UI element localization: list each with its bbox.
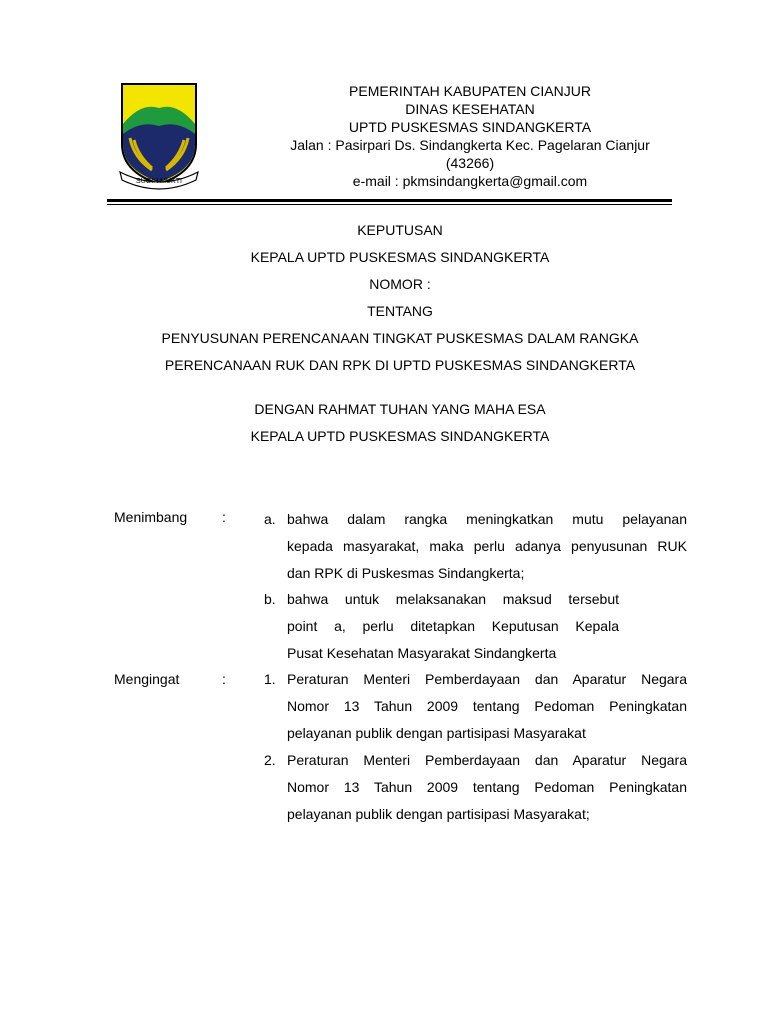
issuer-repeat: KEPALA UPTD PUSKESMAS SINDANGKERTA	[250, 428, 550, 444]
letterhead-department: DINAS KESEHATAN	[405, 101, 535, 117]
header-divider-thick	[107, 199, 672, 202]
list-line: Nomor 13 Tahun 2009 tentang Pedoman Peningkatan	[287, 698, 687, 714]
list-line: Peraturan Menteri Pemberdayaan dan Aparatur Negara	[287, 752, 687, 768]
list-line: dan RPK di Puskesmas Sindangkerta;	[287, 565, 525, 581]
subject-line-2: PERENCANAAN RUK DAN RPK DI UPTD PUSKESMAS SINDANGKERTA	[164, 357, 636, 373]
mengingat-colon: :	[222, 671, 226, 687]
invocation: DENGAN RAHMAT TUHAN YANG MAHA ESA	[254, 401, 546, 417]
header-divider-thin	[107, 204, 672, 205]
letterhead	[210, 82, 730, 190]
list-line: kepada masyarakat, maka perlu adanya penyusunan RUK	[287, 538, 687, 554]
list-line: Pusat Kesehatan Masyarakat Sindangkerta	[287, 645, 557, 661]
menimbang-label: Menimbang	[114, 509, 188, 525]
subject-line-1: PENYUSUNAN PERENCANAAN TINGKAT PUSKESMAS DALAM RANGKA	[161, 330, 639, 346]
letterhead-postcode: (43266)	[445, 155, 495, 171]
letterhead-government: PEMERINTAH KABUPATEN CIANJUR	[349, 83, 591, 99]
mengingat-label: Mengingat	[114, 671, 180, 687]
decree-number: NOMOR :	[369, 276, 431, 292]
issuer: KEPALA UPTD PUSKESMAS SINDANGKERTA	[250, 249, 550, 265]
doc-type: KEPUTUSAN	[357, 222, 443, 238]
logo-motto: SUGIH MUKTI	[136, 178, 182, 185]
letterhead-unit: UPTD PUSKESMAS SINDANGKERTA	[348, 119, 592, 135]
list-marker: 2.	[264, 752, 276, 768]
list-line: Nomor 13 Tahun 2009 tentang Pedoman Peningkatan	[287, 779, 687, 795]
list-line: bahwa untuk melaksanakan maksud tersebut	[287, 591, 619, 607]
list-line: bahwa dalam rangka meningkatkan mutu pelayanan	[287, 511, 687, 527]
menimbang-colon: :	[222, 509, 226, 525]
cianjur-emblem-logo	[116, 80, 202, 190]
list-marker: b.	[264, 591, 276, 607]
list-marker: 1.	[264, 671, 276, 687]
letterhead-email: e-mail : pkmsindangkerta@gmail.com	[352, 173, 588, 189]
list-line: Peraturan Menteri Pemberdayaan dan Aparatur Negara	[287, 671, 687, 687]
list-marker: a.	[264, 511, 276, 527]
tentang-heading: TENTANG	[367, 303, 433, 319]
list-line: pelayanan publik dengan partisipasi Masyarakat;	[287, 806, 590, 822]
list-line: pelayanan publik dengan partisipasi Masyarakat	[287, 725, 586, 741]
list-line: point a, perlu ditetapkan Keputusan Kepala	[287, 618, 619, 634]
letterhead-address: Jalan : Pasirpari Ds. Sindangkerta Kec. Pagelaran Cianjur	[290, 137, 650, 153]
